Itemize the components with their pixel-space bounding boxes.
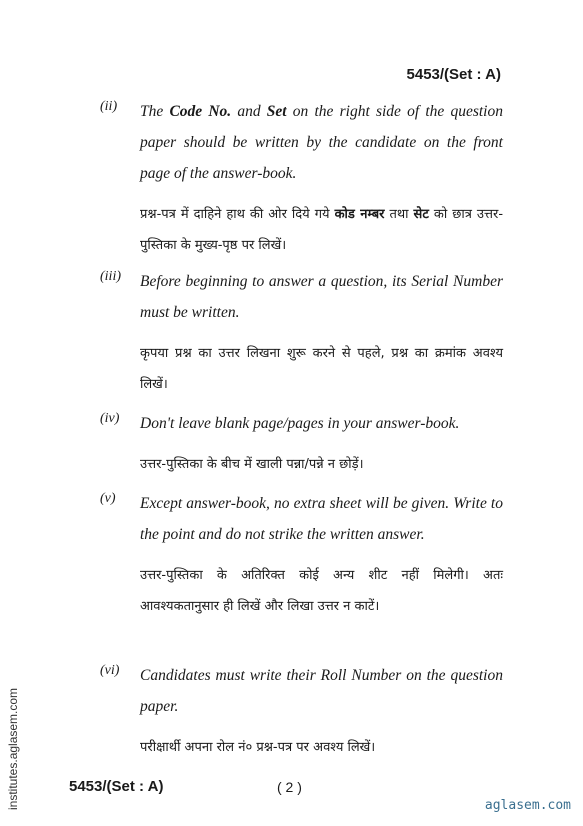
side-watermark: institutes.aglasem.com bbox=[6, 687, 20, 810]
instruction-hindi: उत्तर-पुस्तिका के अतिरिक्त कोई अन्य शीट नहीं मिलेगी। अतः आवश्यकतानुसार ही लिखें और लिखा उत्तर न काटें। bbox=[140, 568, 503, 614]
instruction-english: Candidates must write their Roll Number on the question paper. bbox=[140, 667, 503, 715]
item-number: (ii) bbox=[100, 99, 118, 114]
instruction-hindi: उत्तर-पुस्तिका के बीच में खाली पन्ना/पन्ने न छोड़ें। bbox=[140, 457, 364, 472]
instruction-english: The Code No. and Set on the right side of the question paper should be written by the candidate on the front page of the answer-book. bbox=[140, 103, 503, 182]
item-number: (iv) bbox=[100, 411, 120, 426]
instruction-item-iii bbox=[100, 266, 503, 400]
item-number: (v) bbox=[100, 491, 116, 506]
page-code-footer: 5453/(Set : A) bbox=[69, 778, 164, 795]
site-watermark[interactable]: aglasem.com bbox=[484, 798, 571, 813]
instruction-item-ii bbox=[100, 96, 503, 261]
page-code-header: 5453/(Set : A) bbox=[406, 66, 501, 83]
instruction-english: Except answer-book, no extra sheet will be given. Write to the point and do not strike the written answer. bbox=[140, 495, 503, 543]
instruction-item-vi bbox=[100, 660, 503, 763]
instruction-english: Before beginning to answer a question, its Serial Number must be written. bbox=[140, 273, 503, 321]
instruction-item-iv bbox=[100, 408, 503, 480]
page-number: ( 2 ) bbox=[277, 779, 302, 795]
instruction-hindi: कृपया प्रश्न का उत्तर लिखना शुरू करने से पहले, प्रश्न का क्रमांक अवश्य लिखें। bbox=[140, 346, 503, 392]
instruction-english: Don't leave blank page/pages in your answer-book. bbox=[140, 415, 460, 432]
instruction-hindi: प्रश्न-पत्र में दाहिने हाथ की ओर दिये गये कोड नम्बर तथा सेट को छात्र उत्तर-पुस्तिका के मुख्य-पृष्ठ पर लिखें। bbox=[140, 207, 504, 253]
item-number: (iii) bbox=[100, 269, 121, 284]
instruction-item-v bbox=[100, 488, 503, 622]
instruction-hindi: परीक्षार्थी अपना रोल नं० प्रश्न-पत्र पर अवश्य लिखें। bbox=[140, 740, 376, 755]
item-number: (vi) bbox=[100, 663, 120, 678]
